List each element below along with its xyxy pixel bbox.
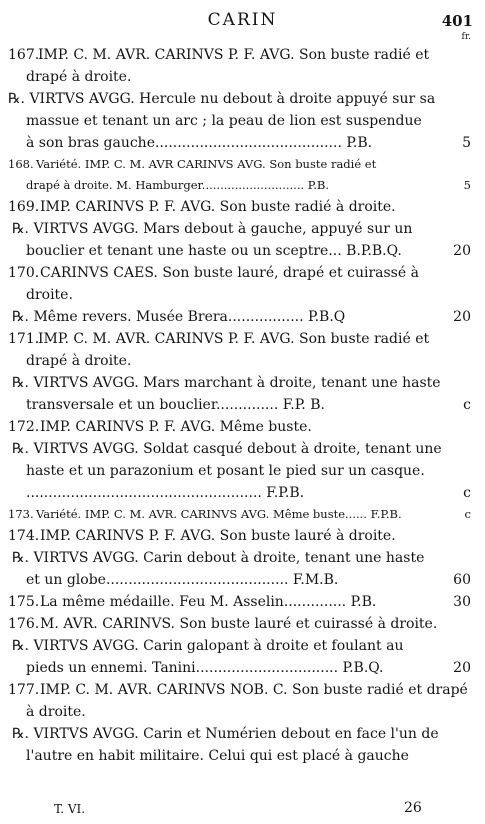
entry-line <box>0 745 485 767</box>
entry-number: 174. <box>8 528 40 544</box>
entry-line <box>0 591 485 613</box>
entry-number: 177. <box>8 682 40 698</box>
entry-line <box>0 701 485 723</box>
entry-price: 20 <box>453 243 471 259</box>
entry-text: bouclier et tenant une haste ou un sceptre... B.P.B.Q. <box>26 243 402 259</box>
entry-text: IMP. CARINVS P. F. AVG. Son buste radié à droite. <box>40 199 396 215</box>
entry-line <box>0 350 485 372</box>
entry-price: 5 <box>462 135 471 151</box>
entry-line <box>0 175 485 196</box>
page-header <box>0 8 485 44</box>
entry-text: ℞. VIRTVS AVGG. Mars marchant à droite, tenant une haste <box>12 375 441 391</box>
catalog-entry <box>0 44 485 154</box>
entry-text: Variété. IMP. C. M. AVR CARINVS AVG. Son buste radié et <box>36 157 377 171</box>
entry-text: ℞. VIRTVS AVGG. Carin galopant à droite et foulant au <box>12 638 404 654</box>
entry-line <box>0 218 485 240</box>
entry-line <box>0 110 485 132</box>
entry-text: l'autre en habit militaire. Celui qui est placé à gauche <box>26 748 409 764</box>
entry-line <box>0 525 485 547</box>
entry-text: ℞. Même revers. Musée Brera................. P.B.Q <box>12 309 346 325</box>
catalog-entry <box>0 591 485 613</box>
entry-text: IMP. C. M. AVR. CARINVS P. F. AVG. Son buste radié et <box>38 47 430 63</box>
entry-text: La même médaille. Feu M. Asselin.............. P.B. <box>40 594 377 610</box>
entry-number: 176. <box>8 616 40 632</box>
entry-text: Variété. IMP. C. M. AVR. CARINVS AVG. Même buste...... F.P.B. <box>36 507 402 521</box>
entry-number: 167. <box>8 47 40 63</box>
entry-line <box>0 328 485 350</box>
page-number: 401 <box>441 12 473 30</box>
entry-text: drapé à droite. <box>26 353 132 369</box>
entry-price: c <box>463 485 471 501</box>
entry-line <box>0 416 485 438</box>
entry-number: 169. <box>8 199 40 215</box>
entry-line <box>0 723 485 745</box>
entry-line <box>0 88 485 110</box>
entry-text: IMP. CARINVS P. F. AVG. Même buste. <box>40 419 312 435</box>
catalog-entry <box>0 196 485 262</box>
entry-line <box>0 394 485 416</box>
entry-number: 171. <box>8 331 40 347</box>
entry-text: pieds un ennemi. Tanini................................ P.B.Q. <box>26 660 384 676</box>
quire-number: 26 <box>404 800 422 816</box>
entry-line <box>0 372 485 394</box>
entry-line <box>0 132 485 154</box>
entry-line <box>0 66 485 88</box>
entry-line <box>0 547 485 569</box>
currency-unit: fr. <box>461 32 471 42</box>
entry-line <box>0 284 485 306</box>
catalog-entry <box>0 504 485 525</box>
catalog-entry <box>0 154 485 196</box>
entry-line <box>0 635 485 657</box>
entry-line <box>0 438 485 460</box>
entry-text: ℞. VIRTVS AVGG. Soldat casqué debout à droite, tenant une <box>12 441 442 457</box>
entry-line <box>0 196 485 218</box>
entry-text: transversale et un bouclier.............. F.P. B. <box>26 397 325 413</box>
catalog-entry <box>0 416 485 504</box>
entry-line <box>0 569 485 591</box>
entry-price: c <box>464 507 471 521</box>
catalog-entry <box>0 525 485 591</box>
entry-text: M. AVR. CARINVS. Son buste lauré et cuirassé à droite. <box>40 616 438 632</box>
entry-line <box>0 460 485 482</box>
entry-text: ..................................................... F.P.B. <box>26 485 305 501</box>
entry-text: ℞. VIRTVS AVGG. Carin et Numérien debout en face l'un de <box>12 726 439 742</box>
entry-number: 173. <box>8 507 34 521</box>
entry-price: c <box>463 397 471 413</box>
entry-text: massue et tenant un arc ; la peau de lion est suspendue <box>26 113 422 129</box>
page-title: CARIN <box>207 10 278 30</box>
entry-text: ℞. VIRTVS AVGG. Carin debout à droite, tenant une haste <box>12 550 425 566</box>
entry-text: IMP. CARINVS P. F. AVG. Son buste lauré à droite. <box>40 528 396 544</box>
entry-text: ℞. VIRTVS AVGG. Hercule nu debout à droite appuyé sur sa <box>8 91 436 107</box>
entry-line <box>0 154 485 175</box>
page-footer <box>0 800 485 820</box>
entry-line <box>0 44 485 66</box>
signature-mark: T. VI. <box>54 802 86 816</box>
catalog-entry <box>0 262 485 328</box>
entry-line <box>0 504 485 525</box>
entry-line <box>0 306 485 328</box>
catalog-entry <box>0 613 485 679</box>
entry-text: à son bras gauche.......................................... P.B. <box>26 135 373 151</box>
entry-line <box>0 613 485 635</box>
entry-text: haste et un parazonium et posant le pied sur un casque. <box>26 463 425 479</box>
entry-number: 175. <box>8 594 40 610</box>
entry-number: 170. <box>8 265 40 281</box>
entry-price: 20 <box>453 660 471 676</box>
entry-text: CARINVS CAES. Son buste lauré, drapé et cuirassé à <box>40 265 419 281</box>
catalog-entry <box>0 679 485 767</box>
entry-text: IMP. C. M. AVR. CARINVS P. F. AVG. Son buste radié et <box>38 331 430 347</box>
entry-line <box>0 679 485 701</box>
entry-number: 172. <box>8 419 40 435</box>
entry-price: 60 <box>453 572 471 588</box>
entry-number: 168. <box>8 157 34 171</box>
catalog-entries <box>0 44 485 767</box>
entry-text: à droite. <box>26 704 86 720</box>
entry-text: IMP. C. M. AVR. CARINVS NOB. C. Son buste radié et drapé <box>40 682 468 698</box>
entry-text: drapé à droite. <box>26 69 132 85</box>
entry-text: ℞. VIRTVS AVGG. Mars debout à gauche, appuyé sur un <box>12 221 413 237</box>
entry-line <box>0 657 485 679</box>
entry-line <box>0 240 485 262</box>
entry-price: 5 <box>463 178 471 192</box>
entry-price: 30 <box>453 594 471 610</box>
entry-line <box>0 262 485 284</box>
entry-price: 20 <box>453 309 471 325</box>
entry-text: et un globe......................................... F.M.B. <box>26 572 339 588</box>
entry-text: drapé à droite. M. Hamburger............................ P.B. <box>26 178 329 192</box>
entry-line <box>0 482 485 504</box>
catalog-entry <box>0 328 485 416</box>
entry-text: droite. <box>26 287 73 303</box>
